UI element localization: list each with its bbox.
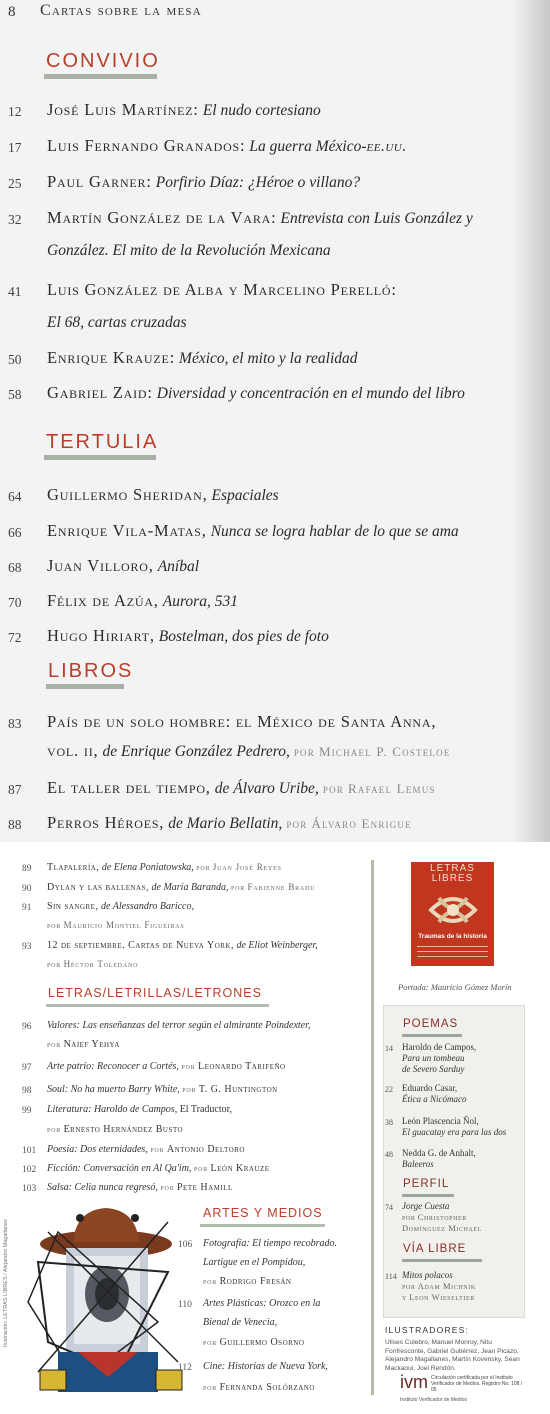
entry-page: 22	[385, 1085, 393, 1094]
entry-reviewer: Fabienne Bradu	[247, 882, 316, 892]
cover-line	[417, 946, 488, 947]
toc-entry[interactable]	[47, 712, 436, 732]
illustrators-title: ILUSTRADORES:	[385, 1325, 470, 1335]
entry-reviewer: Mauricio Montiel Figueiras	[63, 920, 185, 930]
entry-author: Ernesto Hernández Busto	[63, 1124, 184, 1135]
entry-work: El taller del tiempo,	[47, 778, 211, 797]
entry-page: 101	[22, 1146, 37, 1156]
entry-author: José Luis Martínez:	[47, 100, 199, 119]
toc-entry[interactable]	[47, 813, 412, 833]
entry-author: Martín González de la Vara:	[47, 208, 277, 227]
entry-por: por	[47, 959, 62, 969]
toc-entry-continued	[47, 314, 187, 332]
entry-page: 90	[22, 884, 32, 894]
toc-entry[interactable]	[47, 383, 465, 403]
entry-title: Valores: Las enseñanzas del terror según el almirante Poindexter,	[47, 1020, 311, 1031]
column-divider	[371, 860, 374, 1395]
running-head: Cartas sobre la mesa	[40, 2, 202, 19]
entry-por: por	[293, 744, 315, 759]
entry-author: Antonio Deltoro	[166, 1144, 245, 1155]
entry-title: Aníbal	[157, 558, 200, 575]
toc-entry-continued	[203, 1337, 304, 1348]
toc-entry-continued	[203, 1382, 315, 1393]
toc-entry[interactable]	[47, 280, 397, 300]
entry-title: Baleeros	[402, 1159, 434, 1169]
entry-author: Nedda G. de Anhalt,	[402, 1148, 476, 1158]
entry-title: El nudo cortesiano	[202, 102, 321, 119]
entry-por: por	[230, 882, 246, 892]
entry-page: 25	[8, 176, 22, 191]
entry-page: 17	[8, 140, 22, 155]
toc-entry[interactable]	[47, 136, 407, 156]
cover-title: Traumas de la historia	[418, 933, 487, 940]
entry-page: 97	[22, 1063, 32, 1073]
toc-entry[interactable]	[47, 901, 194, 912]
entry-work: Perros Héroes,	[47, 813, 165, 832]
toc-entry[interactable]	[47, 1104, 232, 1115]
entry-author: Pete Hamill	[177, 1182, 233, 1193]
toc-entry[interactable]	[402, 1148, 476, 1170]
entry-author: Guillermo Sheridan,	[47, 485, 208, 504]
toc-entry-continued	[47, 959, 138, 970]
entry-author: Leon Wieseltier	[409, 1292, 475, 1302]
entry-title: Ficción: Conversación en Al Qa'im,	[47, 1163, 192, 1174]
section-title-convivio: CONVIVIO	[46, 50, 160, 72]
entry-author: Naief Yehya	[63, 1039, 120, 1050]
cover-masthead	[414, 864, 491, 884]
cover-line	[417, 956, 488, 957]
entry-author: Gabriel Zaid:	[47, 383, 153, 402]
toc-entry[interactable]	[47, 556, 199, 576]
entry-title: Cine: Historias de Nueva York,	[203, 1361, 328, 1372]
sidebar-title-via-libre: VÍA LIBRE	[403, 1243, 467, 1255]
ivm-logo: ivm	[400, 1372, 428, 1392]
entry-page: 58	[8, 387, 22, 402]
entry-title: Ética a Nicómaco	[402, 1094, 467, 1104]
entry-por: por	[203, 1276, 218, 1286]
entry-author: Leonardo Tarifeño	[198, 1061, 286, 1072]
section-title-artes: ARTES Y MEDIOS	[203, 1206, 323, 1220]
toc-entry-continued	[203, 1317, 277, 1328]
entry-title: Arte patrio: Reconocer a Cortés,	[47, 1061, 179, 1072]
entry-page: 48	[385, 1150, 393, 1159]
toc-entry[interactable]	[47, 1084, 278, 1095]
entry-page: 32	[8, 212, 22, 227]
entry-by: de María Baranda,	[151, 882, 229, 893]
entry-por: por	[203, 1382, 218, 1392]
entry-page: 98	[22, 1086, 32, 1096]
entry-author: Paul Garner:	[47, 172, 152, 191]
entry-page: 96	[22, 1022, 32, 1032]
entry-page: 93	[22, 942, 32, 952]
entry-page: 112	[178, 1363, 192, 1373]
section-title-letras: LETRAS/LETRILLAS/LETRONES	[48, 986, 262, 1000]
entry-title: El 68, cartas cruzadas	[47, 314, 187, 331]
toc-entry[interactable]	[47, 778, 436, 798]
entry-author: Hugo Hiriart,	[47, 626, 155, 645]
cover-caption: Portada: Mauricio Gómez Morín	[398, 982, 512, 992]
entry-by: de Elena Poniatowska,	[101, 862, 194, 873]
toc-entry[interactable]	[47, 348, 358, 368]
entry-page: 99	[22, 1106, 32, 1116]
entry-author: Luis González de Alba y Marcelino Perelló:	[47, 280, 397, 299]
entry-by: de Enrique González Pedrero,	[102, 743, 290, 760]
entry-por: por	[160, 1182, 175, 1192]
entry-author: Félix de Azúa,	[47, 591, 159, 610]
section-underline	[46, 1004, 269, 1007]
entry-by: de Mario Bellatin,	[168, 815, 283, 832]
masthead-line: LETRAS	[430, 863, 475, 874]
entry-page: 83	[8, 716, 22, 731]
toc-entry-continued	[203, 1257, 305, 1268]
toc-entry[interactable]	[47, 1144, 245, 1155]
toc-entry[interactable]	[47, 208, 473, 228]
entry-author: Eduardo Casar,	[402, 1083, 458, 1093]
entry-title: Poesía: Dos eternidades,	[47, 1144, 148, 1155]
entry-page: 114	[385, 1272, 397, 1281]
entry-title: Para un tombeau	[402, 1053, 465, 1063]
entry-conjunction: y	[402, 1292, 407, 1302]
entry-title: Literatura: Haroldo de Campos,	[47, 1104, 178, 1115]
cowboy-illustration	[18, 1202, 193, 1402]
entry-author: Enrique Vila-Matas,	[47, 521, 207, 540]
entry-work: 12 de septiembre. Cartas de Nueva York,	[47, 940, 234, 951]
toc-entry[interactable]	[203, 1238, 337, 1249]
entry-por: por	[402, 1212, 416, 1222]
entry-title: Jorge Cuesta	[402, 1201, 450, 1211]
sidebar-title-poemas: POEMAS	[403, 1018, 459, 1030]
toc-entry-continued	[47, 1039, 120, 1050]
toc-entry[interactable]	[47, 1061, 286, 1072]
entry-author: Guillermo Osorno	[219, 1337, 305, 1348]
entry-page: 88	[8, 817, 22, 832]
toc-entry[interactable]	[47, 940, 318, 951]
entry-title: González. El mito de la Revolución Mexicana	[47, 242, 331, 259]
toc-entry[interactable]	[402, 1201, 482, 1234]
entry-title: El guacatay era para las dos	[402, 1127, 507, 1137]
section-underline	[46, 684, 124, 689]
entry-work: Sin sangre,	[47, 901, 99, 912]
section-underline	[402, 1194, 454, 1197]
entry-page: 50	[8, 352, 22, 367]
entry-page: 41	[8, 284, 22, 299]
illustrators-list: Ulises Culebro, Manuel Monroy, Nitu Fonfresconte, Gabriel Gutiérrez, Jean Picazo, Alejandro Magallanes, Martín Kovensky, Sean Mackaoui, Joel Rendón.	[385, 1339, 520, 1372]
entry-reviewer: Álvaro Enrigue	[311, 816, 412, 831]
entry-page: 12	[8, 104, 22, 119]
entry-reviewer: Michael P. Costeloe	[318, 744, 451, 759]
toc-entry[interactable]	[402, 1116, 506, 1138]
entry-author: León Krauze	[210, 1163, 270, 1174]
entry-title: Salsa: Celia nunca regresó,	[47, 1182, 158, 1193]
entry-por: por	[181, 1061, 196, 1071]
section-title-libros: LIBROS	[48, 660, 134, 682]
entry-title: La guerra México-	[249, 138, 367, 155]
entry-reviewer: Héctor Toledano	[63, 959, 139, 969]
entry-title: México, el mito y la realidad	[179, 350, 358, 367]
masthead-line: LIBRES	[431, 873, 474, 884]
entry-author: Haroldo de Campos,	[402, 1042, 477, 1052]
toc-entry[interactable]	[47, 1020, 310, 1031]
toc-entry[interactable]	[47, 1182, 233, 1193]
entry-page: 66	[8, 525, 22, 540]
entry-work: Dylan y las ballenas,	[47, 882, 149, 893]
entry-por: por	[196, 862, 211, 872]
entry-work: País de un solo hombre: el México de Santa Anna,	[47, 712, 437, 731]
toc-entry[interactable]	[47, 100, 321, 120]
entry-author: Enrique Krauze:	[47, 348, 176, 367]
section-underline	[200, 1224, 325, 1227]
entry-page: 38	[385, 1118, 393, 1127]
entry-por: por	[203, 1337, 218, 1347]
entry-title: Mitos polacos	[402, 1270, 453, 1280]
entry-title: Fotografía: El tiempo recobrado.	[203, 1238, 338, 1249]
entry-title: Artes Plásticas: Orozco en la	[203, 1298, 321, 1309]
entry-title: Soul: No ha muerto Barry White,	[47, 1084, 180, 1095]
entry-por: por	[182, 1084, 197, 1094]
entry-por: por	[322, 781, 344, 796]
entry-author: Domínguez Michael	[402, 1223, 483, 1233]
entry-page: 106	[178, 1240, 193, 1250]
entry-page: 74	[385, 1203, 393, 1212]
section-underline	[402, 1259, 482, 1262]
entry-title: Nunca se logra hablar de lo que se ama	[210, 523, 459, 540]
page-number: 8	[8, 4, 16, 20]
rope-knot-icon	[425, 888, 481, 932]
toc-entry-continued	[47, 1124, 183, 1135]
toc-entry[interactable]	[402, 1270, 476, 1303]
entry-por: por	[47, 920, 62, 930]
illustration-credit: Ilustración: LETRAS LIBRES / Alejandro Magallanes	[3, 1219, 9, 1347]
entry-comma: ,	[314, 780, 319, 797]
entry-title: Aurora, 531	[162, 593, 238, 610]
ivm-text: Circulación certificada por el Instituto Verificador de Medios. Registro No. 108 / 05	[431, 1375, 523, 1393]
entry-author: Rodrigo Fresán	[219, 1276, 292, 1287]
toc-entry[interactable]	[203, 1298, 320, 1309]
entry-work: Tlapalería,	[47, 862, 100, 873]
entry-page: 110	[178, 1300, 192, 1310]
entry-author: Juan Villoro,	[47, 556, 154, 575]
toc-entry-continued	[47, 741, 451, 761]
entry-title: Bostelman, dos pies de foto	[158, 628, 329, 645]
toc-entry[interactable]	[47, 862, 282, 873]
section-underline	[44, 455, 156, 460]
entry-work: vol. ii,	[47, 741, 99, 760]
toc-entry[interactable]	[47, 1163, 270, 1174]
entry-page: 103	[22, 1184, 37, 1194]
entry-page: 14	[385, 1044, 393, 1053]
entry-por: por	[193, 1163, 209, 1173]
entry-title-sc: ee.uu.	[366, 138, 407, 155]
entry-by: de Alessandro Baricco,	[100, 901, 194, 912]
sidebar-title-perfil: PERFIL	[403, 1178, 450, 1190]
entry-reviewer: Rafael Lemus	[348, 781, 436, 796]
toc-entry[interactable]	[47, 521, 459, 541]
entry-title-rest: El Traductor,	[179, 1104, 233, 1115]
entry-page: 64	[8, 489, 22, 504]
toc-entry[interactable]	[402, 1042, 476, 1075]
section-underline	[44, 74, 157, 79]
toc-page-bottom	[0, 842, 550, 1414]
entry-title: Entrevista con Luis González y	[280, 210, 473, 227]
toc-entry-continued	[47, 242, 331, 260]
toc-entry-continued	[203, 1276, 291, 1287]
toc-entry[interactable]	[402, 1083, 467, 1105]
section-underline	[402, 1034, 462, 1037]
toc-entry[interactable]	[47, 591, 238, 611]
entry-por: por	[47, 1124, 62, 1134]
toc-entry-continued	[47, 920, 185, 931]
toc-entry[interactable]	[47, 626, 329, 646]
entry-por: por	[150, 1144, 165, 1154]
section-title-tertulia: TERTULIA	[46, 431, 159, 453]
entry-por: por	[286, 816, 308, 831]
entry-title: Porfirio Díaz: ¿Héroe o villano?	[155, 174, 361, 191]
entry-page: 68	[8, 560, 22, 575]
entry-title: Lartigue en el Pompidou,	[203, 1257, 306, 1268]
entry-title: Espaciales	[211, 487, 279, 504]
entry-by: de Eliot Weinberger,	[236, 940, 318, 951]
entry-page: 72	[8, 630, 22, 645]
entry-title: de Severo Sarduy	[402, 1064, 465, 1074]
entry-author: Adam Michnik	[417, 1281, 476, 1291]
ivm-subtitle: Instituto Verificador de Medios	[400, 1397, 467, 1403]
toc-entry[interactable]	[47, 172, 360, 192]
entry-author: T. G. Huntington	[198, 1084, 278, 1095]
toc-entry[interactable]	[47, 485, 279, 505]
cover-thumbnail[interactable]	[411, 862, 494, 966]
entry-title: Diversidad y concentración en el mundo del libro	[156, 385, 465, 402]
entry-page: 70	[8, 595, 22, 610]
entry-page: 91	[22, 903, 32, 913]
entry-author: Fernanda Solórzano	[219, 1382, 315, 1393]
entry-author: Luis Fernando Granados:	[47, 136, 246, 155]
entry-author: Christopher	[417, 1212, 467, 1222]
entry-title: Bienal de Venecia,	[203, 1317, 278, 1328]
entry-page: 87	[8, 782, 22, 797]
cover-line	[417, 951, 488, 952]
entry-author: León Plascencia Ñol,	[402, 1116, 479, 1126]
toc-entry[interactable]	[203, 1361, 328, 1372]
entry-by: de Álvaro Uribe	[214, 780, 315, 797]
toc-entry[interactable]	[47, 882, 315, 893]
entry-por: por	[402, 1281, 416, 1291]
entry-page: 89	[22, 864, 32, 874]
entry-reviewer: Juan José Reyes	[212, 862, 282, 872]
entry-por: por	[47, 1039, 62, 1049]
entry-page: 102	[22, 1165, 37, 1175]
